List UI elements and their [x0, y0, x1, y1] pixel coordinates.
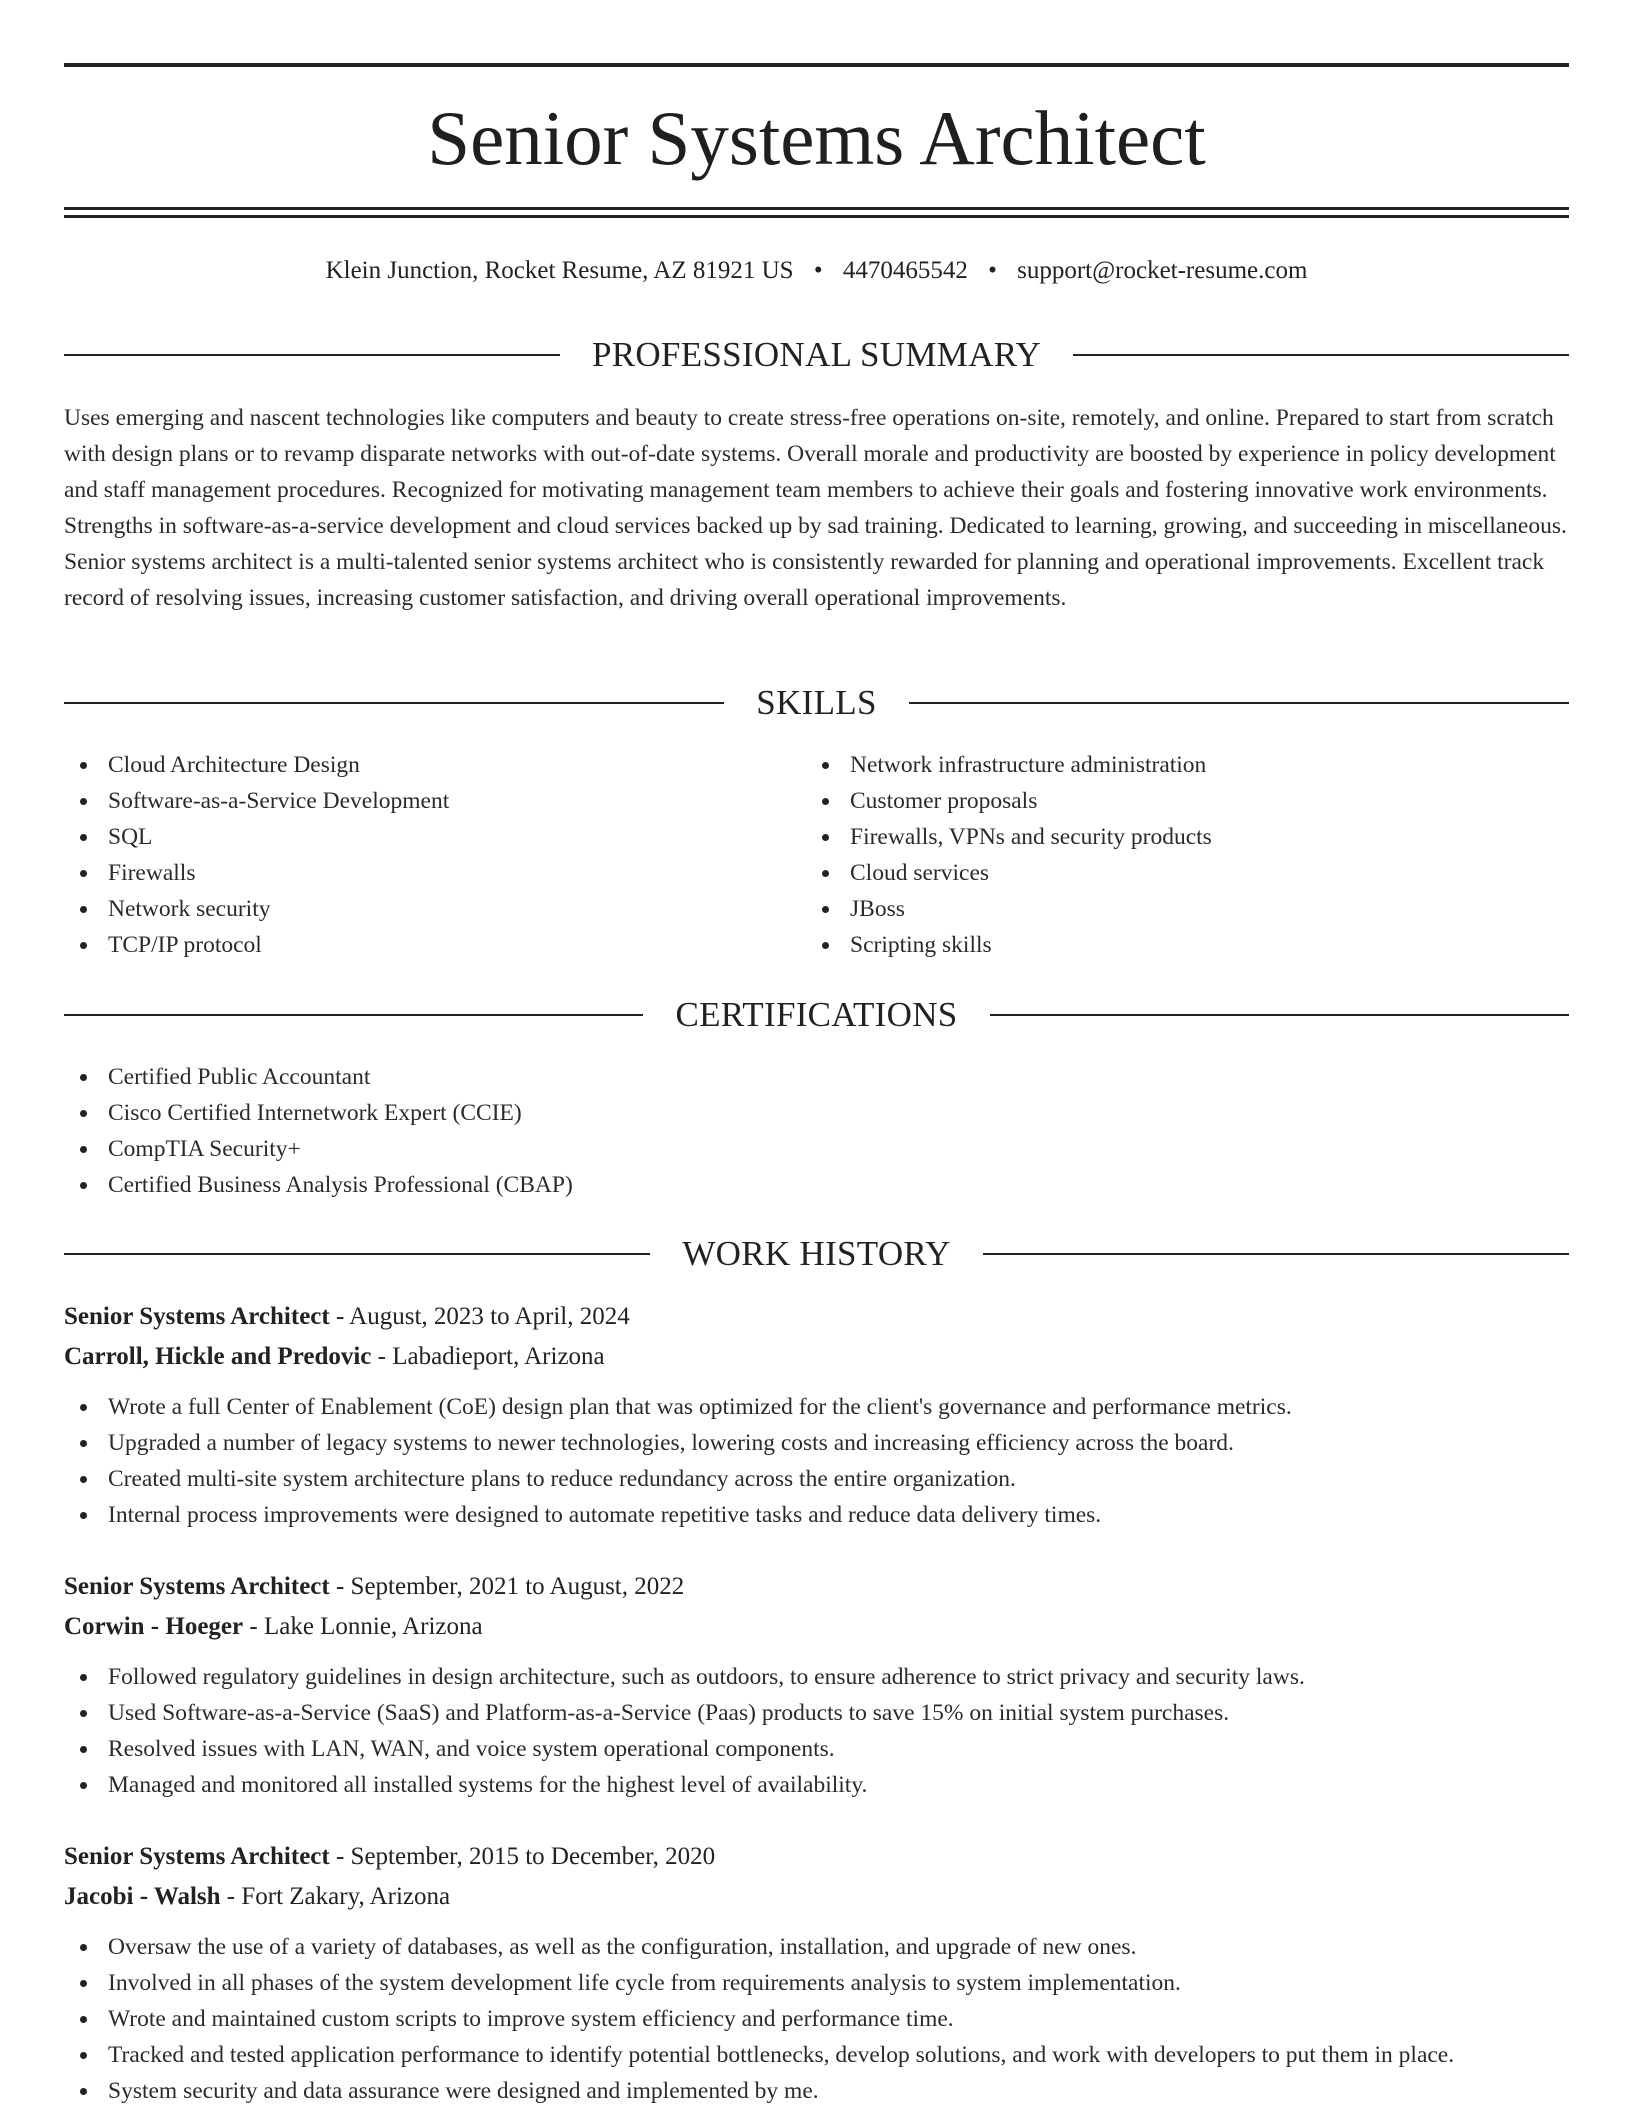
- skill-item: TCP/IP protocol: [64, 927, 764, 963]
- certifications-section-header: [64, 993, 1569, 1037]
- skill-item: Customer proposals: [806, 783, 1566, 819]
- summary-section-header: [64, 333, 1569, 377]
- job-bullet: Used Software-as-a-Service (SaaS) and Platform-as-a-Service (Paas) products to save 15% on initial system purchases.: [64, 1695, 1569, 1731]
- section-rule-left: [64, 1253, 650, 1255]
- job-bullet: Internal process improvements were designed to automate repetitive tasks and reduce data delivery times.: [64, 1497, 1569, 1533]
- job-title: Senior Systems Architect: [64, 1573, 330, 1600]
- job-entry: [64, 1297, 1569, 1533]
- job-bullet: Upgraded a number of legacy systems to newer technologies, lowering costs and increasing efficiency across the board.: [64, 1425, 1569, 1461]
- skill-item: Network infrastructure administration: [806, 747, 1566, 783]
- contact-address: Klein Junction, Rocket Resume, AZ 81921 US: [325, 257, 794, 284]
- section-rule-right: [909, 702, 1569, 704]
- skill-item: Firewalls, VPNs and security products: [806, 819, 1566, 855]
- contact-separator: •: [813, 257, 823, 284]
- job-dates: - August, 2023 to April, 2024: [329, 1303, 630, 1330]
- job-bullet: Tracked and tested application performance to identify potential bottlenecks, develop solutions, and work with developers to put them in place.: [64, 2037, 1569, 2073]
- contact-line: [64, 254, 1569, 288]
- work-history-section-header: [64, 1232, 1569, 1276]
- section-rule-right: [1073, 354, 1569, 356]
- candidate-name: Senior Systems Architect: [427, 95, 1206, 181]
- job-bullets: [64, 1929, 1569, 2109]
- contact-phone: 4470465542: [842, 257, 968, 284]
- job-bullet: Created multi-site system architecture plans to reduce redundancy across the entire organization.: [64, 1461, 1569, 1497]
- job-company-line: [64, 1607, 1569, 1647]
- certification-item: CompTIA Security+: [64, 1131, 1569, 1167]
- skill-item: Cloud services: [806, 855, 1566, 891]
- job-company-line: [64, 1337, 1569, 1377]
- job-entry: [64, 1837, 1569, 2109]
- job-bullets: [64, 1389, 1569, 1533]
- skill-item: Software-as-a-Service Development: [64, 783, 764, 819]
- skill-item: Firewalls: [64, 855, 764, 891]
- header-double-rule-lower: [64, 215, 1569, 218]
- job-location: - Labadieport, Arizona: [371, 1343, 605, 1370]
- job-dates: - September, 2021 to August, 2022: [329, 1573, 685, 1600]
- job-company: Corwin - Hoeger: [64, 1613, 244, 1640]
- section-rule-left: [64, 1014, 643, 1016]
- skill-item: SQL: [64, 819, 764, 855]
- certifications-list: [64, 1059, 1569, 1203]
- job-company: Carroll, Hickle and Predovic: [64, 1343, 372, 1370]
- job-company-line: [64, 1877, 1569, 1917]
- contact-separator: •: [988, 257, 997, 284]
- job-dates: - September, 2015 to December, 2020: [329, 1843, 716, 1870]
- certification-item: Certified Public Accountant: [64, 1059, 1569, 1095]
- certification-item: Certified Business Analysis Professional (CBAP): [64, 1167, 1569, 1203]
- section-rule-left: [64, 702, 724, 704]
- work-history-section-title: WORK HISTORY: [682, 1234, 951, 1273]
- section-rule-right: [983, 1253, 1569, 1255]
- job-company: Jacobi - Walsh: [64, 1883, 221, 1910]
- certification-item: Cisco Certified Internetwork Expert (CCIE): [64, 1095, 1569, 1131]
- skill-item: Network security: [64, 891, 764, 927]
- certifications-section-title: CERTIFICATIONS: [675, 995, 958, 1034]
- job-title-line: [64, 1837, 1569, 1877]
- job-location: - Lake Lonnie, Arizona: [243, 1613, 483, 1640]
- skills-list-right: [806, 747, 1566, 963]
- job-title: Senior Systems Architect: [64, 1843, 330, 1870]
- job-title-line: [64, 1567, 1569, 1607]
- header-double-rule-upper: [64, 207, 1569, 210]
- job-bullet: Resolved issues with LAN, WAN, and voice system operational components.: [64, 1731, 1569, 1767]
- job-bullet: Wrote and maintained custom scripts to improve system efficiency and performance time.: [64, 2001, 1569, 2037]
- job-title-line: [64, 1297, 1569, 1337]
- job-bullet: Oversaw the use of a variety of databases, as well as the configuration, installation, and upgrade of new ones.: [64, 1929, 1569, 1965]
- header-top-rule: [64, 63, 1569, 67]
- job-bullet: System security and data assurance were designed and implemented by me.: [64, 2073, 1569, 2109]
- professional-summary: Uses emerging and nascent technologies like computers and beauty to create stress-free operations on-site, remotely, and online. Prepared to start from scratch with design plans or to revamp disparate networks with out-of-date systems. Overall morale and productivity are boosted by experience in policy development and staff management procedures. Recognized for motivating management team members to achieve their goals and fostering innovative work environments. Strengths in software-as-a-service development and cloud services backed up by sad training. Dedicated to learning, growing, and succeeding in miscellaneous. Senior systems architect is a multi-talented senior systems architect who is consistently rewarded for planning and operational improvements. Excellent track record of resolving issues, increasing customer satisfaction, and driving overall operational improvements.: [64, 405, 1567, 611]
- skill-item: Scripting skills: [806, 927, 1566, 963]
- job-bullet: Wrote a full Center of Enablement (CoE) design plan that was optimized for the client's governance and performance metrics.: [64, 1389, 1569, 1425]
- contact-email: support@rocket-resume.com: [1017, 257, 1308, 284]
- job-entry: [64, 1567, 1569, 1803]
- job-bullet: Followed regulatory guidelines in design architecture, such as outdoors, to ensure adherence to strict privacy and security laws.: [64, 1659, 1569, 1695]
- job-bullet: Involved in all phases of the system development life cycle from requirements analysis to system implementation.: [64, 1965, 1569, 2001]
- skills-list-left: [64, 747, 764, 963]
- job-title: Senior Systems Architect: [64, 1303, 330, 1330]
- skills-section-title: SKILLS: [756, 683, 877, 722]
- skill-item: Cloud Architecture Design: [64, 747, 764, 783]
- skills-section-header: [64, 681, 1569, 725]
- section-rule-right: [990, 1014, 1569, 1016]
- job-bullet: Managed and monitored all installed systems for the highest level of availability.: [64, 1767, 1569, 1803]
- skill-item: JBoss: [806, 891, 1566, 927]
- summary-section-title: PROFESSIONAL SUMMARY: [591, 335, 1042, 374]
- job-bullets: [64, 1659, 1569, 1803]
- job-location: - Fort Zakary, Arizona: [220, 1883, 451, 1910]
- section-rule-left: [64, 354, 560, 356]
